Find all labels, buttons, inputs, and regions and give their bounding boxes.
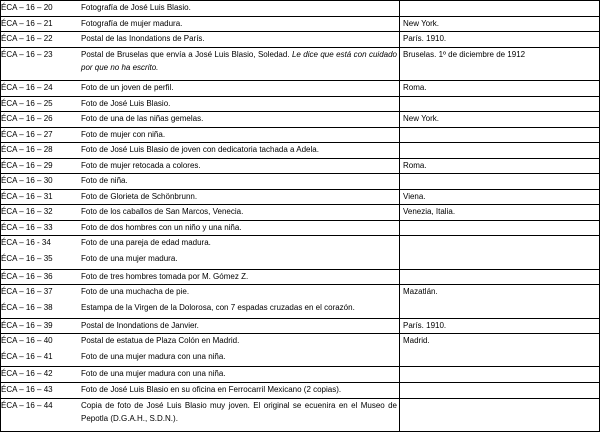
record-place: New York.: [400, 16, 600, 32]
table-row: [1, 285, 600, 318]
record-description-text: Postal de Bruselas que envía a José Luis Blasio, Soledad.: [81, 49, 290, 59]
record-description: [81, 236, 397, 249]
record-place: Roma.: [400, 80, 600, 96]
record-description-text: Foto de José Luis Blasio.: [81, 98, 171, 108]
table-row: [1, 220, 600, 236]
record-place: [400, 269, 600, 285]
record-description: [81, 159, 397, 172]
table-row: [1, 236, 600, 269]
record-code: ÉCA – 16 – 21: [1, 18, 53, 28]
record-code: ÉCA – 16 – 44: [1, 400, 53, 410]
table-row: [1, 318, 600, 334]
record-place: [400, 174, 600, 190]
record-place: Roma.: [400, 158, 600, 174]
table-row: [1, 269, 600, 285]
record-cell: [1, 127, 400, 143]
table-row: [1, 158, 600, 174]
record-place: [400, 96, 600, 112]
record-place: Madrid.: [400, 334, 600, 367]
record-description-text: Fotografía de José Luis Blasio.: [81, 3, 191, 12]
record-code: ÉCA – 16 – 36: [1, 271, 53, 281]
record-code: ÉCA – 16 – 42: [1, 369, 53, 379]
record-description-text: Foto de una muchacha de pie.: [81, 287, 190, 297]
record-description-text: Foto de tres hombres tomada por M. Gómez Z.: [81, 271, 249, 281]
record-cell: [1, 158, 400, 174]
record-description: [81, 190, 397, 203]
table-row: [1, 96, 600, 112]
record-cell: [1, 96, 400, 112]
record-description: [81, 17, 397, 30]
record-description: [81, 334, 397, 347]
record-code: ÉCA – 16 – 23: [1, 49, 53, 59]
record-code: ÉCA – 16 - 34: [1, 238, 51, 248]
record-code: ÉCA – 16 – 33: [1, 222, 53, 232]
table-row: [1, 80, 600, 96]
record-description-text: Foto de José Luis Blasio en su oficina en Ferrocarril Mexicano (2 copias).: [81, 385, 342, 394]
record-code: ÉCA – 16 – 22: [1, 34, 53, 44]
table-row: [1, 1, 600, 17]
record-code: ÉCA – 16 – 37: [1, 287, 53, 297]
table-row: [1, 127, 600, 143]
record-description: [81, 319, 397, 332]
record-code: ÉCA – 16 – 30: [1, 176, 53, 186]
record-cell: [1, 16, 400, 32]
record-description-text: Foto de un joven de perfil.: [81, 82, 174, 92]
record-cell: [1, 80, 400, 96]
record-description: [81, 128, 397, 141]
record-cell: [1, 236, 400, 269]
record-cell: [1, 189, 400, 205]
record-place: Viena.: [400, 189, 600, 205]
record-cell: [1, 367, 400, 383]
record-description-text: Foto de una pareja de edad madura.: [81, 238, 211, 248]
record-code: ÉCA – 16 – 28: [1, 145, 53, 155]
record-description: [81, 270, 397, 283]
record-description: [81, 1, 397, 14]
record-description-text: Copia de foto de José Luis Blasio muy joven. El original se ecuenira en el Museo de Pepotla (D.G.A.H., S.D.N.).: [81, 400, 397, 423]
record-cell: [1, 1, 400, 17]
record-place: [400, 143, 600, 159]
record-code: ÉCA – 16 – 27: [1, 129, 53, 139]
record-description: [81, 81, 397, 94]
record-place: [400, 383, 600, 399]
record-place: [400, 236, 600, 269]
record-description: [81, 112, 397, 125]
record-code: ÉCA – 16 – 31: [1, 191, 53, 201]
table-row: [1, 47, 600, 80]
record-cell: [1, 334, 400, 367]
record-code: ÉCA – 16 – 38: [1, 303, 53, 313]
record-code: ÉCA – 16 – 40: [1, 336, 53, 346]
record-place: New York.: [400, 112, 600, 128]
record-description: [81, 285, 397, 298]
record-description-text: Postal de Inondations de Janvier.: [81, 320, 199, 330]
record-description: [81, 97, 397, 110]
table-row: [1, 32, 600, 48]
table-row: [1, 174, 600, 190]
record-description-text: Foto de mujer retocada a colores.: [81, 160, 201, 170]
record-description-text: Postal de estatua de Plaza Colón en Madrid.: [81, 336, 240, 346]
record-description-text: Foto de mujer con niña.: [81, 129, 166, 139]
record-cell: [1, 318, 400, 334]
record-code: ÉCA – 16 – 29: [1, 160, 53, 170]
record-cell: [1, 205, 400, 221]
record-code: ÉCA – 16 – 43: [1, 385, 53, 394]
record-description-text: Foto de José Luis Blasio de joven con dedicatoria tachada a Adela.: [81, 145, 319, 155]
table-row: [1, 16, 600, 32]
record-cell: [1, 174, 400, 190]
record-description-text: Foto de una de las niñas gemelas.: [81, 114, 204, 124]
record-place: [400, 367, 600, 383]
record-description-text: Foto de niña.: [81, 176, 128, 186]
record-description: [81, 143, 397, 156]
table-row: [1, 398, 600, 431]
record-place: París. 1910.: [400, 318, 600, 334]
record-description: Foto de una mujer madura con una niña.: [81, 352, 226, 362]
record-place: [400, 127, 600, 143]
record-description-italic: Le dice que está con cuidado por que no ha escrito.: [81, 49, 397, 72]
record-description: [81, 383, 397, 396]
record-cell: [1, 220, 400, 236]
record-code: ÉCA – 16 – 41: [1, 352, 53, 362]
record-description-text: Fotografía de mujer madura.: [81, 18, 183, 28]
table-row: [1, 205, 600, 221]
record-code: ÉCA – 16 – 20: [1, 3, 53, 12]
record-code: ÉCA – 16 – 25: [1, 98, 53, 108]
table-row: [1, 143, 600, 159]
record-cell: [1, 32, 400, 48]
record-code: ÉCA – 16 – 26: [1, 114, 53, 124]
record-place: Bruselas. 1º de diciembre de 1912: [400, 47, 600, 80]
record-cell: [1, 269, 400, 285]
record-place: [400, 220, 600, 236]
record-description-text: Foto de dos hombres con un niño y una niña.: [81, 222, 242, 232]
record-description: [81, 205, 397, 218]
record-place: [400, 1, 600, 17]
record-description: Foto de una mujer madura.: [81, 254, 178, 264]
record-description: [81, 48, 397, 74]
record-cell: [1, 285, 400, 318]
record-description-text: Foto de una mujer madura con una niña.: [81, 369, 226, 379]
record-code: ÉCA – 16 – 35: [1, 254, 53, 264]
table-row: [1, 112, 600, 128]
table-row: [1, 189, 600, 205]
record-description: [81, 399, 397, 425]
record-description: [81, 221, 397, 234]
record-cell: [1, 143, 400, 159]
record-cell: [1, 47, 400, 80]
record-description-text: Foto de los caballos de San Marcos, Venecia.: [81, 207, 244, 217]
record-description: Estampa de la Virgen de la Dolorosa, con 7 espadas cruzadas en el corazón.: [81, 303, 355, 313]
record-cell: [1, 383, 400, 399]
record-code: ÉCA – 16 – 32: [1, 207, 53, 217]
record-place: Mazatlán.: [400, 285, 600, 318]
record-description-text: Postal de las Inondations de París.: [81, 34, 205, 44]
table-row: [1, 334, 600, 367]
table-row: [1, 367, 600, 383]
record-cell: [1, 112, 400, 128]
record-description: [81, 174, 397, 187]
table-row: [1, 383, 600, 399]
record-description-text: Foto de Glorieta de Schönbrunn.: [81, 191, 198, 201]
record-code: ÉCA – 16 – 24: [1, 82, 53, 92]
record-cell: [1, 398, 400, 431]
record-place: [400, 398, 600, 431]
catalog-body: [1, 1, 600, 432]
record-code: ÉCA – 16 – 39: [1, 320, 53, 330]
record-description: [81, 32, 397, 45]
record-place: París. 1910.: [400, 32, 600, 48]
record-place: Venezia, Italia.: [400, 205, 600, 221]
record-description: [81, 367, 397, 380]
